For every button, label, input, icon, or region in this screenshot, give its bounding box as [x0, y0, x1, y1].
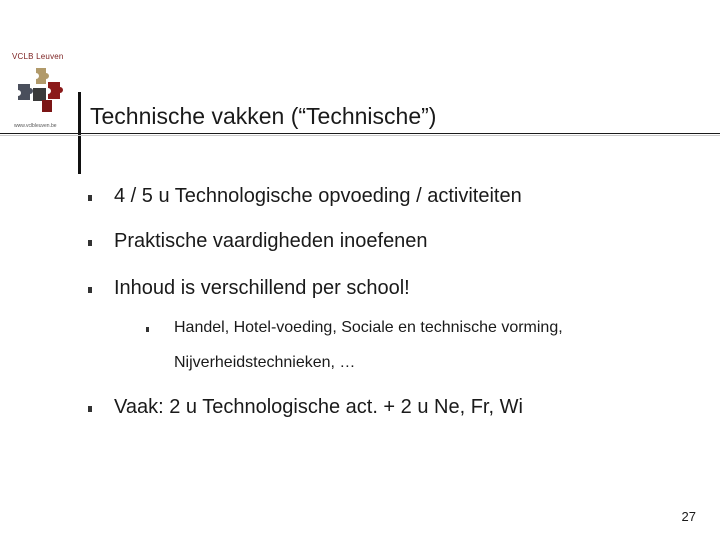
bullet-item: Praktische vaardigheden inoefenen — [114, 230, 428, 252]
slide-title: Technische vakken (“Technische”) — [90, 103, 437, 129]
logo-url: www.vclbleuven.be — [14, 123, 57, 129]
title-divider — [0, 133, 720, 134]
sub-bullet-item: Handel, Hotel-voeding, Sociale en technische vorming, — [174, 319, 563, 336]
bullet-marker — [88, 240, 92, 246]
bullet-item: Inhoud is verschillend per school! — [114, 277, 410, 299]
puzzle-icon — [14, 64, 76, 122]
logo — [12, 52, 78, 132]
bullet-item: Vaak: 2 u Technologische act. + 2 u Ne, Fr, Wi — [114, 396, 523, 418]
bullet-marker — [88, 195, 92, 201]
bullet-item: 4 / 5 u Technologische opvoeding / activiteiten — [114, 185, 522, 207]
sub-bullet-item-continued: Nijverheidstechnieken, … — [174, 354, 356, 371]
bullet-marker — [88, 287, 92, 293]
logo-name: VCLB Leuven — [12, 52, 64, 61]
title-divider-shadow — [0, 135, 720, 136]
bullet-marker — [88, 406, 92, 412]
sub-bullet-marker — [146, 327, 149, 332]
page-number: 27 — [681, 509, 696, 524]
